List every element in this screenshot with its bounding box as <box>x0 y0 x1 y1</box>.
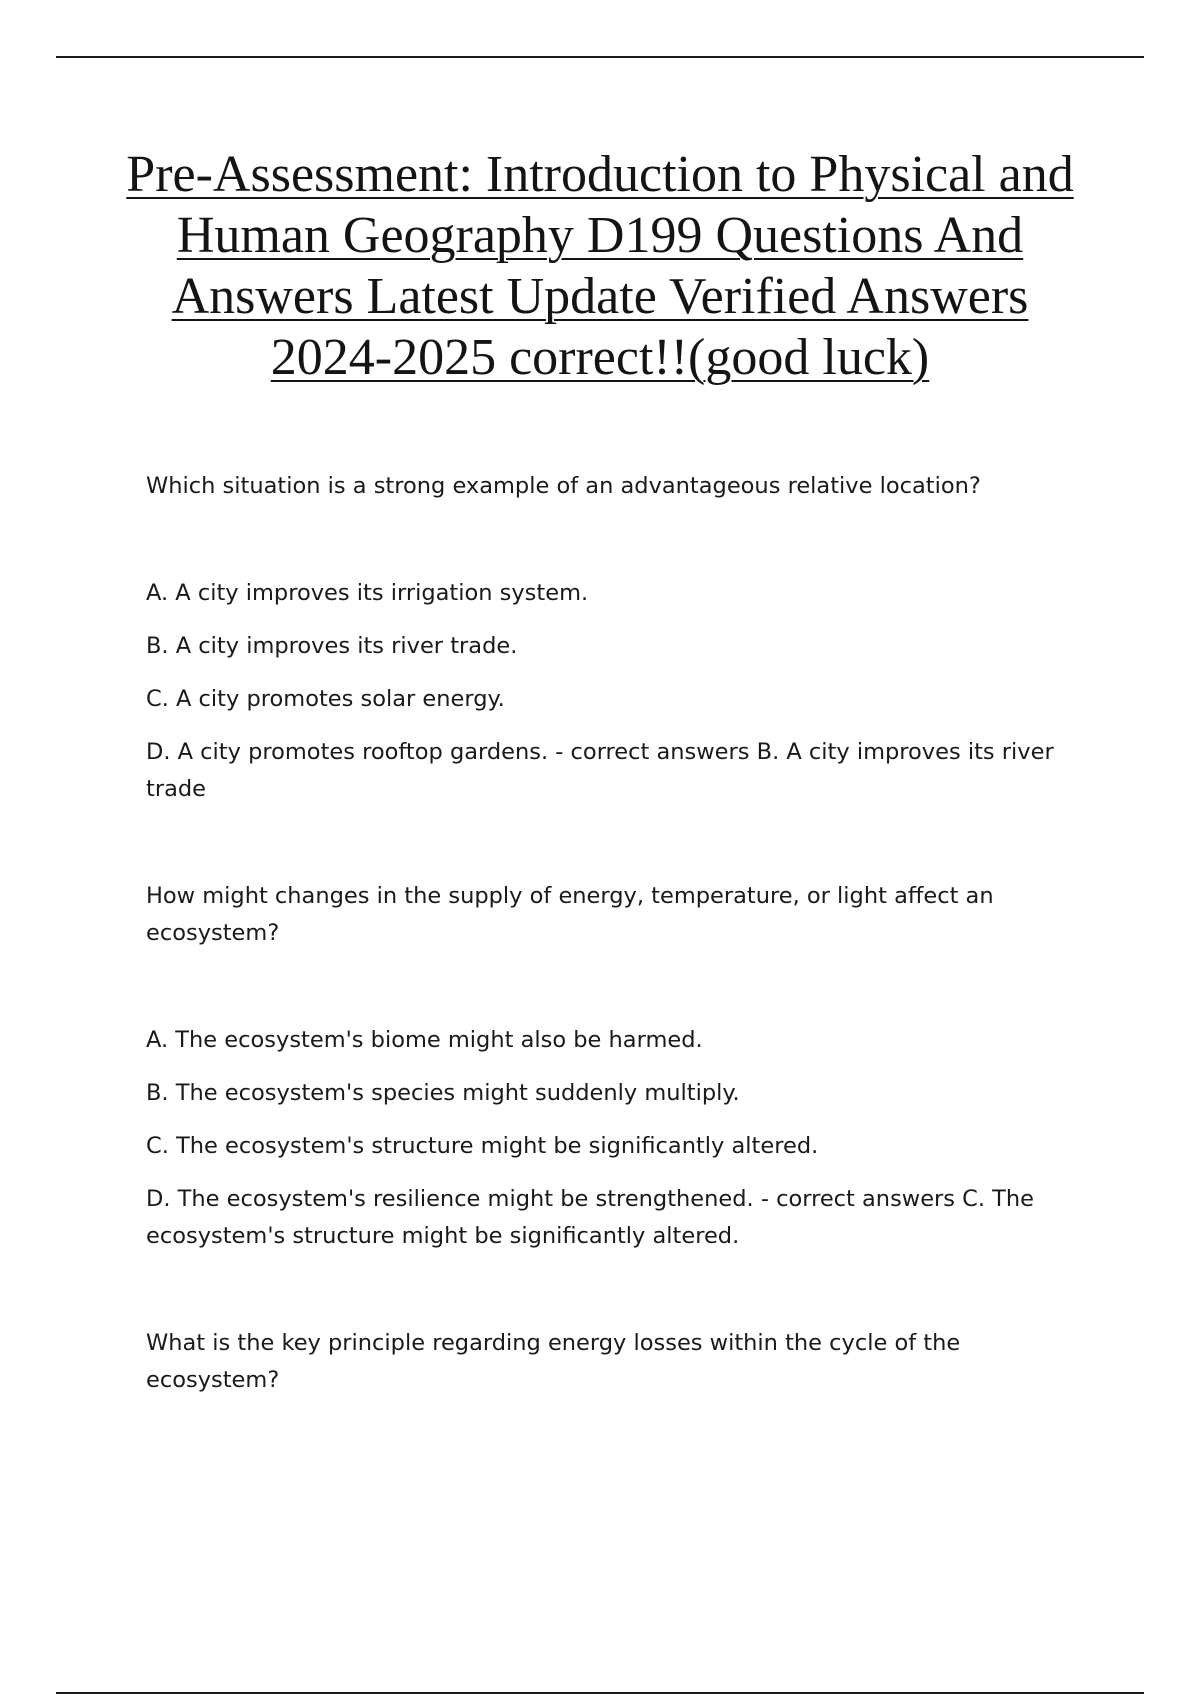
question-1-option-d: D. A city promotes rooftop gardens. - correct answers B. A city improves its river trade <box>146 739 1054 802</box>
question-3: What is the key principle regarding energy losses within the cycle of the ecosystem? <box>146 1330 961 1393</box>
question-2-option-b: B. The ecosystem's species might suddenly multiply. <box>146 1080 740 1106</box>
document-title: Pre-Assessment: Introduction to Physical and Human Geography D199 Questions And Answers Latest Update Verified Answers 2024-2025 correct!!(good luck) <box>126 146 1074 386</box>
question-2-option-d: D. The ecosystem's resilience might be strengthened. - correct answers C. The ecosystem's structure might be significantly altered. <box>146 1186 1035 1249</box>
top-divider <box>56 56 1144 58</box>
question-2-option-c: C. The ecosystem's structure might be significantly altered. <box>146 1133 819 1159</box>
question-1-option-a: A. A city improves its irrigation system. <box>146 580 589 606</box>
question-1: Which situation is a strong example of an advantageous relative location? <box>146 473 981 499</box>
question-2: How might changes in the supply of energy, temperature, or light affect an ecosystem? <box>146 883 994 946</box>
bottom-divider <box>56 1692 1144 1694</box>
question-1-option-b: B. A city improves its river trade. <box>146 633 518 659</box>
question-list <box>146 468 1076 1399</box>
question-2-option-a: A. The ecosystem's biome might also be harmed. <box>146 1027 703 1053</box>
question-1-option-c: C. A city promotes solar energy. <box>146 686 505 712</box>
